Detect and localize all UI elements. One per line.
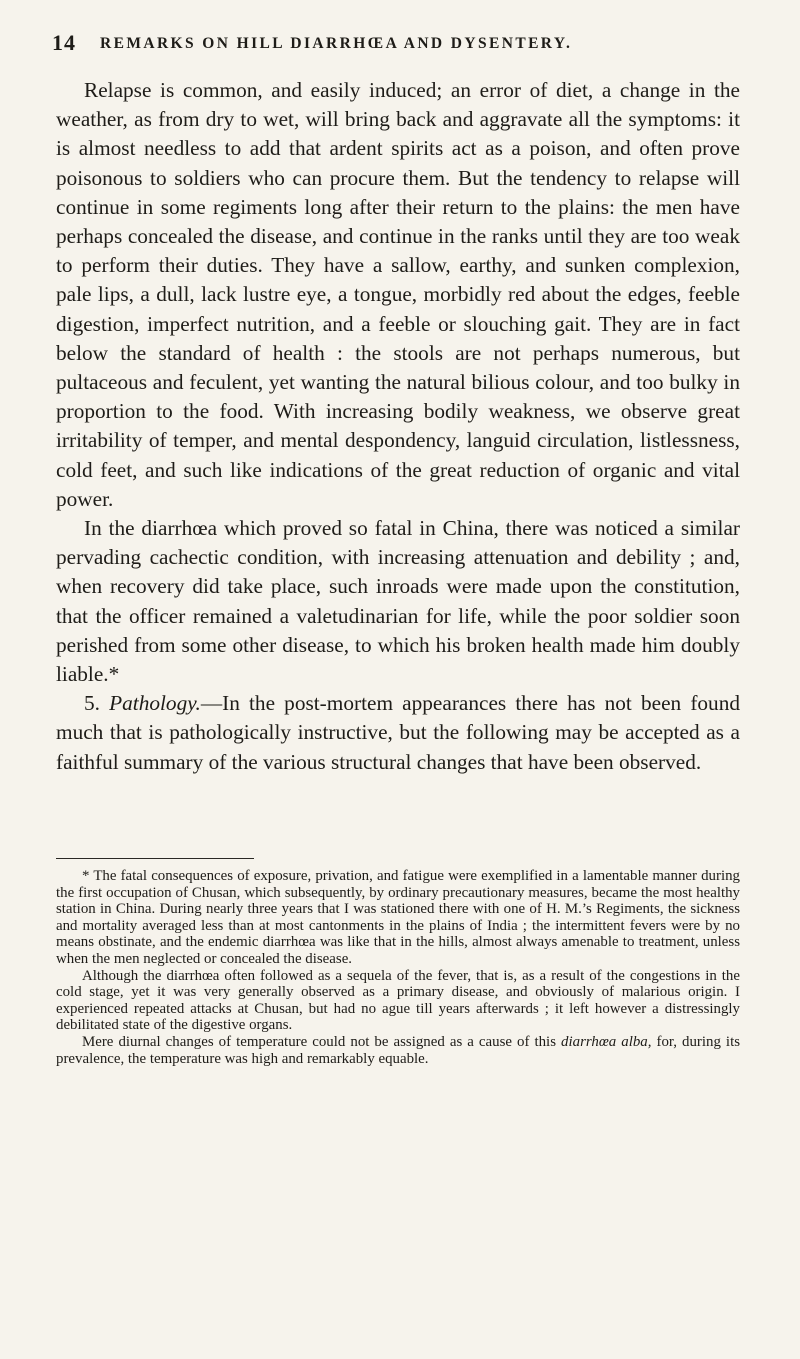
paragraph-relapse: Relapse is common, and easily induced; an error of diet, a change in the weather, as from dry to wet, will bring back and aggravate all the symptoms: it is almost needless to add that ardent spirits act as a poison, and often prove poisonous to soldiers who can procure them. But the tendency to relapse will continue in some regiments long after their return to the plains: the men have perhaps concealed the disease, and continue in the ranks until they are too weak to perform their duties. They have a sallow, earthy, and sunken complexion, pale lips, a dull, lack lustre eye, a tongue, morbidly red about the edges, feeble digestion, imperfect nutrition, and a feeble or slouching gait. They are in fact below the standard of health : the stools are not perhaps numerous, but pultaceous and feculent, yet wanting the natural bilious colour, and too bulky in proportion to the food. With increasing bodily weakness, we observe great irritability of temper, and mental despondency, languid circulation, listlessness, cold feet, and such like indications of the great reduction of organic and vital power. [56, 78, 740, 511]
footnote-temperature [56, 1034, 740, 1067]
running-header [50, 30, 750, 60]
footnote-chusan: * The fatal consequences of exposure, privation, and fatigue were exemplified in a lamentable manner during the first occupation of Chusan, which subsequently, by ordinary precautionary measures, became the most healthy station in China. During nearly three years that I was stationed there with one of H. M.’s Regiments, the sickness and mortality averaged less than at most cantonments in the plains of India ; the intermittent fevers were by no means obstinate, and the endemic diarrhœa was like that in the hills, almost always amenable to treatment, unless when the men neglected or concealed the disease. [56, 868, 740, 967]
running-title: REMARKS ON HILL DIARRHŒA AND DYSENTERY. [100, 35, 573, 52]
footnotes [56, 868, 740, 1067]
paragraph-pathology [56, 689, 740, 777]
footnote-text-end: for, during its prevalence, the temperature was high and remarkably equable. [56, 1033, 741, 1067]
page-number: 14 [52, 30, 76, 55]
section-number: 5. [84, 691, 100, 716]
footnote-italic-term: diarrhœa alba, [561, 1033, 652, 1050]
section-text: —In the post-mortem appearances there has not been found much that is pathologically instructive, but the following may be accepted as a faithful summary of the various structural changes that have been observed. [56, 691, 741, 774]
footnote-text-start: Mere diurnal changes of temperature could not be assigned as a cause of this [82, 1033, 562, 1050]
section-heading: Pathology. [109, 691, 201, 716]
main-text [56, 76, 740, 777]
paragraph-china: In the diarrhœa which proved so fatal in China, there was noticed a similar pervading cachectic condition, with increasing attenuation and debility ; and, when recovery did take place, such inroads were made upon the constitution, that the officer remained a valetudinarian for life, while the poor soldier soon perished from some other disease, to which his broken health made him doubly liable.* [56, 516, 740, 687]
footnote-rule [56, 858, 254, 859]
footnote-sequela: Although the diarrhœa often followed as a sequela of the fever, that is, as a result of the congestions in the cold stage, yet it was very generally observed as a primary disease, and obviously of malarious origin. I experienced repeated attacks at Chusan, but had no ague till years afterwards ; it left however a distressingly debilitated state of the digestive organs. [56, 967, 740, 1034]
